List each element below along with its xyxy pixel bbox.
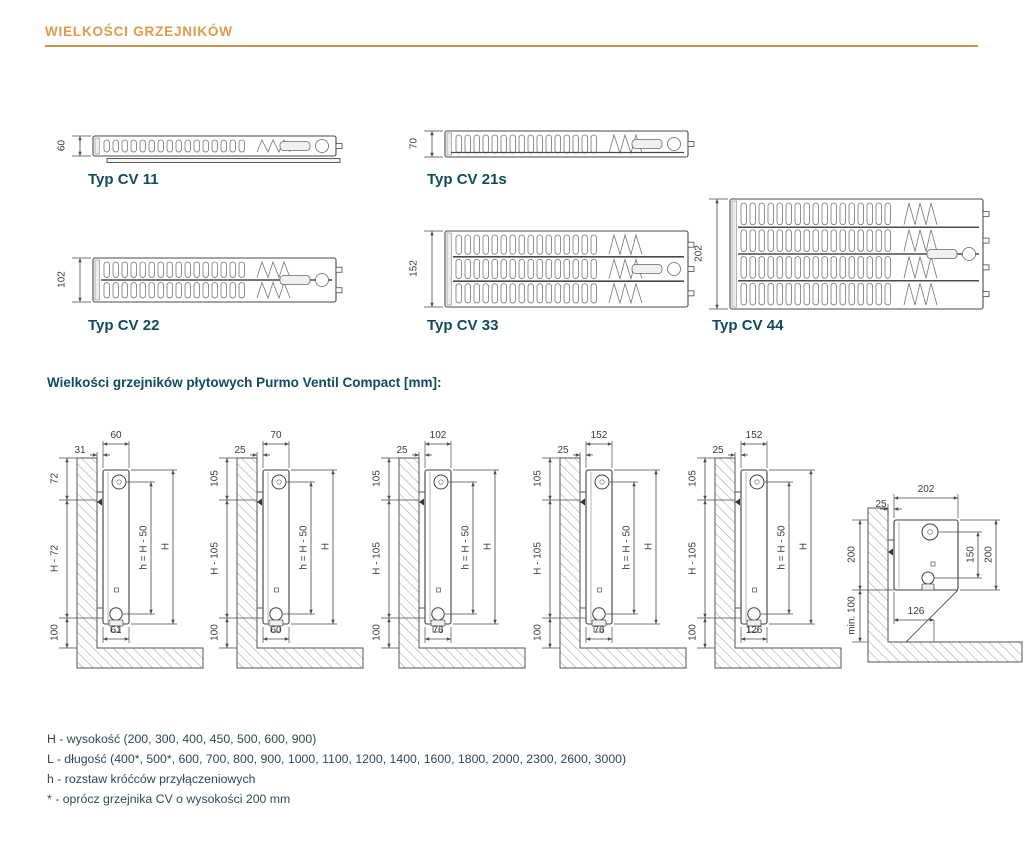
dim-lower: 100 [209,624,221,641]
dim-lower: 100 [532,624,544,641]
cv33-type-label: Typ CV 33 [427,317,499,334]
cv22-depth-dimension: 102 [56,271,68,288]
dim-height: H [643,542,655,551]
title-underline [45,45,978,47]
mounting-diagram-cv21s [205,422,365,677]
dim-top-width: 102 [429,430,447,441]
cross-section-cv21s [400,128,700,188]
cv22-cross-section-drawing [48,255,348,305]
cv33-depth-dimension: 152 [408,260,420,277]
dim-wall-offset: 25 [396,445,408,456]
dim-height: H [160,542,172,551]
dim-pipe-spacing: h = H - 50 [621,525,633,570]
dim-upper: 105 [209,470,221,487]
section-heading: Wielkości grzejników płytowych Purmo Ventil Compact [mm]: [47,375,442,390]
dim-left-lower: min. 100 [846,596,858,635]
dim-wall-offset: 25 [557,445,569,456]
dim-left-height: 200 [846,546,858,563]
dim-pipe-spacing: h = H - 50 [460,525,472,570]
dim-top-width: 60 [110,430,122,441]
dim-top-width: 152 [745,430,763,441]
legend-line-footnote: * - oprócz grzejnika CV o wysokości 200 mm [47,792,291,806]
dim-pipe-spacing: 150 [965,546,977,563]
cross-section-cv33 [400,228,700,334]
legend [47,729,626,809]
cross-section-cv22 [48,255,348,334]
mounting-diagram-cv44 [683,422,843,677]
dim-middle: H - 105 [687,542,699,575]
cv33-cross-section-drawing [400,228,700,310]
dim-middle: H - 72 [49,544,61,573]
dim-bottom-width: 76 [593,625,605,636]
dim-bottom-width: 61 [110,625,122,636]
cv21s-type-label: Typ CV 21s [427,171,507,188]
cv11-cross-section-drawing [48,133,348,167]
mounting-diagram-cv11 [45,422,205,677]
page-title: WIELKOŚCI GRZEJNIKÓW [45,24,233,39]
dim-lower: 100 [687,624,699,641]
dim-top-width: 202 [917,484,935,495]
cv21s-depth-dimension: 70 [408,137,420,150]
dim-height: H [482,542,494,551]
dim-bottom-width: 126 [907,606,925,617]
dim-middle: H - 105 [532,542,544,575]
dim-lower: 100 [49,624,61,641]
dim-middle: H - 105 [371,542,383,575]
cross-section-cv44 [685,196,995,334]
dim-bottom-width: 76 [432,625,444,636]
dim-pipe-spacing: h = H - 50 [298,525,310,570]
dim-middle: H - 105 [209,542,221,575]
low-radiator-detail-diagram [838,482,1027,682]
legend-line-length: L - długość (400*, 500*, 600, 700, 800, 900, 1000, 1100, 1200, 1400, 1600, 1800, 2000, 2300, 2600, 3000) [47,752,627,766]
mounting-diagram-cv22 [367,422,527,677]
dim-pipe-spacing: h = H - 50 [776,525,788,570]
dim-upper: 105 [532,470,544,487]
cv44-cross-section-drawing [685,196,995,312]
dim-upper: 105 [371,470,383,487]
cv44-type-label: Typ CV 44 [712,317,784,334]
cv22-type-label: Typ CV 22 [88,317,160,334]
dim-upper: 105 [687,470,699,487]
dim-top-width: 70 [270,430,282,441]
dim-upper: 72 [49,472,61,485]
dim-wall-offset: 25 [875,499,887,510]
legend-line-pipe-spacing: h - rozstaw króćców przyłączeniowych [47,772,256,786]
cv11-type-label: Typ CV 11 [88,171,159,188]
dim-pipe-spacing: h = H - 50 [138,525,150,570]
dim-bottom-width: 60 [270,625,282,636]
dim-height: H [798,542,810,551]
dim-bottom-width: 126 [745,625,763,636]
dim-wall-offset: 31 [74,445,86,456]
cv21s-cross-section-drawing [400,128,700,160]
cross-section-cv11 [48,133,348,188]
cv11-depth-dimension: 60 [56,139,68,152]
detail-drawing [838,482,1027,677]
dim-right-height: 200 [983,546,995,563]
legend-line-height: H - wysokość (200, 300, 400, 450, 500, 600, 900) [47,732,317,746]
mounting-diagram-cv33 [528,422,688,677]
dim-wall-offset: 25 [712,445,724,456]
dim-wall-offset: 25 [234,445,246,456]
dim-lower: 100 [371,624,383,641]
cv44-depth-dimension: 202 [693,245,705,262]
dim-height: H [320,542,332,551]
dim-top-width: 152 [590,430,608,441]
